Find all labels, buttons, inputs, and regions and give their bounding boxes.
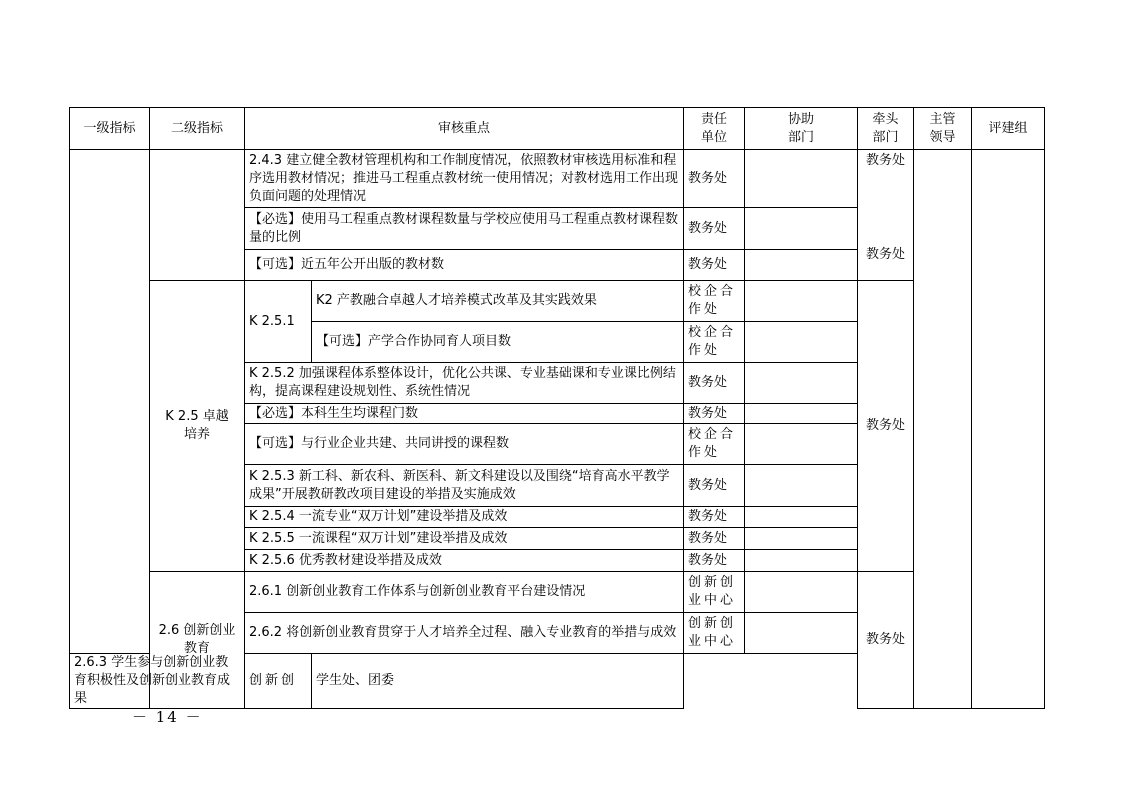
- lead-dept-text: 教务处: [865, 153, 905, 168]
- col-header-lead-dept: [858, 108, 914, 150]
- level2-k25-line2: 培养: [183, 427, 210, 442]
- responsible-cell: 教务处: [684, 208, 745, 250]
- lead-line1: 牵头: [872, 111, 899, 127]
- col-header-responsible: [684, 108, 745, 150]
- level2-26-line2: 教育: [183, 641, 210, 656]
- focus-cell: K 2.5.6 优秀教材建设举措及成效: [245, 550, 684, 572]
- focus-cell: 【必选】本科生生均课程门数: [245, 404, 684, 424]
- responsible-cell: 教务处: [684, 150, 745, 208]
- table-row: [70, 150, 1045, 208]
- table-header-row: [70, 108, 1045, 150]
- responsible-line2: 单位: [700, 129, 727, 145]
- assist-cell: [745, 208, 858, 250]
- focus-cell: 2.4.3 建立健全教材管理机构和工作制度情况，依照教材审核选用标准和程序选用教材情况；推进马工程重点教材统一使用情况；对教材选用工作出现负面问题的处理情况: [245, 150, 684, 208]
- lead-line2: 部门: [872, 129, 899, 145]
- assist-cell: [745, 572, 858, 613]
- responsible-cell: 校企合作处: [684, 281, 745, 322]
- focus-cell: K 2.5.4 一流专业“双万计划”建设举措及成效: [245, 507, 684, 528]
- assist-line1: 协助: [787, 111, 814, 127]
- responsible-cell: 创新创: [245, 654, 312, 709]
- page-number: － 14 －: [132, 708, 203, 726]
- assist-cell: [745, 465, 858, 507]
- responsible-cell: 校企合作处: [684, 424, 745, 465]
- review-cell: [972, 150, 1045, 709]
- assist-cell: [745, 528, 858, 550]
- focus-cell: 2.6.1 创新创业教育工作体系与创新创业教育平台建设情况: [245, 572, 684, 613]
- level2-k25-line1: K 2.5 卓越: [165, 409, 229, 424]
- col-header-level1: 一级指标: [70, 108, 150, 150]
- col-header-level2: 二级指标: [150, 108, 245, 150]
- sub-index-cell: K 2.5.1: [245, 281, 312, 363]
- col-header-focus: 审核重点: [245, 108, 684, 150]
- focus-cell: 【可选】近五年公开出版的教材数: [245, 250, 684, 281]
- assist-cell: [745, 424, 858, 465]
- responsible-cell: 创新创业中心: [684, 613, 745, 654]
- responsible-cell: 教务处: [684, 363, 745, 404]
- focus-cell: 2.6.3 学生参与创新创业教育积极性及创新创业教育成果: [70, 654, 245, 709]
- responsible-cell: 教务处: [684, 507, 745, 528]
- responsible-line1: 责任: [700, 111, 727, 127]
- assist-cell: [745, 322, 858, 363]
- focus-cell: 【可选】与行业企业共建、共同讲授的课程数: [245, 424, 684, 465]
- leader-line2: 领导: [929, 129, 956, 145]
- focus-cell: K 2.5.5 一流课程“双万计划”建设举措及成效: [245, 528, 684, 550]
- lead-dept-text: 教务处: [865, 247, 905, 262]
- assist-line2: 部门: [787, 129, 814, 145]
- focus-cell: K 2.5.3 新工科、新农科、新医科、新文科建设以及围绕“培育高水平教学成果”开展教研教改项目建设的举措及实施成效: [245, 465, 684, 507]
- col-header-assist: [745, 108, 858, 150]
- focus-cell: 【可选】产学合作协同育人项目数: [312, 322, 684, 363]
- assist-cell: [745, 613, 858, 654]
- level1-cell: [70, 150, 150, 654]
- focus-cell: K 2.5.2 加强课程体系整体设计，优化公共课、专业基础课和专业课比例结构，提高课程建设规划性、系统性情况: [245, 363, 684, 404]
- leader-cell: [914, 150, 972, 709]
- table-row: [70, 281, 1045, 322]
- responsible-cell: 教务处: [684, 250, 745, 281]
- focus-cell: 【必选】使用马工程重点教材课程数量与学校应使用马工程重点教材课程数量的比例: [245, 208, 684, 250]
- responsible-cell: 教务处: [684, 465, 745, 507]
- assist-cell: [745, 404, 858, 424]
- table-row: [70, 572, 1045, 613]
- lead-dept-cell: 教务处: [858, 281, 914, 572]
- level2-cell-empty: [150, 150, 245, 281]
- assist-cell: 学生处、团委: [312, 654, 684, 709]
- leader-line1: 主管: [929, 111, 956, 127]
- level2-cell: [150, 281, 245, 572]
- assist-cell: [745, 150, 858, 208]
- level2-26-line1: 2.6 创新创业: [158, 623, 236, 638]
- col-header-leader: [914, 108, 972, 150]
- assist-cell: [745, 250, 858, 281]
- responsible-cell: 校企合作处: [684, 322, 745, 363]
- focus-cell: 2.6.2 将创新创业教育贯穿于人才培养全过程、融入专业教育的举措与成效: [245, 613, 684, 654]
- lead-dept-cell: [858, 150, 914, 281]
- responsible-cell: 教务处: [684, 404, 745, 424]
- assist-cell: [745, 281, 858, 322]
- focus-cell: K2 产教融合卓越人才培养模式改革及其实践效果: [312, 281, 684, 322]
- assist-cell: [745, 507, 858, 528]
- responsible-cell: 教务处: [684, 550, 745, 572]
- audit-table: [69, 107, 1045, 709]
- col-header-review: 评建组: [972, 108, 1045, 150]
- assist-cell: [745, 363, 858, 404]
- responsible-cell: 创新创业中心: [684, 572, 745, 613]
- lead-dept-cell: 教务处: [858, 572, 914, 709]
- responsible-cell: 教务处: [684, 528, 745, 550]
- assist-cell: [745, 550, 858, 572]
